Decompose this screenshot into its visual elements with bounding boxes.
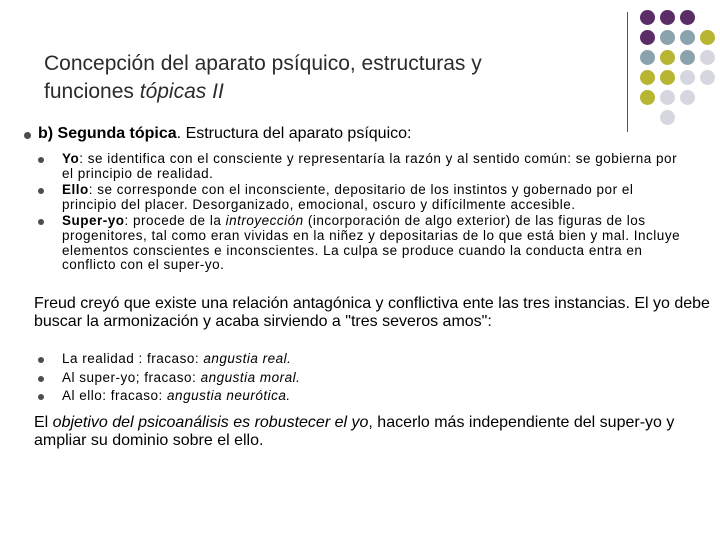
decorative-dot <box>640 70 655 85</box>
decorative-dot <box>700 30 715 45</box>
decorative-dot <box>640 90 655 105</box>
list-item-failure <box>38 352 688 367</box>
bullet-icon <box>38 188 44 194</box>
bullet-icon <box>38 376 44 382</box>
desc-ello: : se corresponde con el inconsciente, depositario de los instintos y gobernado por el principio del placer. Desorganizado, emocional, oscuro y difícilmente accesible. <box>62 182 634 212</box>
failure-prefix: Al super-yo; fracaso: <box>62 369 201 385</box>
failures-list <box>38 352 688 408</box>
failure-italic: angustia neurótica. <box>167 388 291 404</box>
title-line-2-plain: funciones <box>44 80 140 103</box>
decorative-dot <box>680 30 695 45</box>
paragraph-freud: Freud creyó que existe una relación antagónica y conflictiva ente las tres instancias. El yo debe buscar la armonización y acaba sirviendo a "tres severos amos": <box>34 295 710 330</box>
bullet-icon <box>38 357 44 363</box>
term-super-yo: Super-yo <box>62 213 125 229</box>
desc-yo: : se identifica con el consciente y representaría la razón y al sentido común: se gobierna por el principio de realidad. <box>62 151 678 181</box>
decorative-dot <box>660 50 675 65</box>
desc-super-yo-after: (incorporación de algo exterior) de las figuras de los progenitores, tal como eran vividas en la niñez y depositarias de lo que está bien y mal. Incluye elementos conscientes e inconscientes. La culpa se produce cuando la conducta entra en conflicto con el super-yo. <box>62 213 681 273</box>
decorative-dot <box>700 70 715 85</box>
list-item-failure <box>38 371 688 386</box>
objective-italic: objetivo del psicoanálisis es robustecer el yo <box>52 414 369 431</box>
decorative-dot <box>680 10 695 25</box>
paragraph-objective <box>34 414 714 450</box>
term-ello: Ello <box>62 182 89 198</box>
bullet-icon <box>38 219 44 225</box>
failure-italic: angustia real. <box>203 351 292 366</box>
term-yo: Yo <box>62 151 80 166</box>
slide-title <box>44 50 604 106</box>
list-item-failure <box>38 389 688 404</box>
decorative-dot <box>680 90 695 105</box>
list-item-super-yo <box>38 214 688 272</box>
decorative-dot <box>640 30 655 45</box>
failure-italic: angustia moral. <box>200 369 301 385</box>
decorative-dot <box>660 30 675 45</box>
failure-prefix: Al ello: fracaso: <box>62 388 168 404</box>
heading-rest: . Estructura del aparato psíquico: <box>176 125 412 142</box>
decorative-dot <box>700 50 715 65</box>
instances-list <box>38 152 688 273</box>
decorative-dot <box>660 90 675 105</box>
title-line-2 <box>44 78 604 106</box>
bullet-icon <box>38 157 44 163</box>
decorative-dot <box>640 50 655 65</box>
bullet-icon <box>24 132 31 139</box>
desc-super-yo-italic: introyección <box>225 213 304 229</box>
list-item-yo <box>38 152 688 181</box>
objective-suffix: , hacerlo más independiente del super-yo y ampliar su dominio sobre el ello. <box>34 414 675 449</box>
divider-line <box>627 12 628 132</box>
title-line-1: Concepción del aparato psíquico, estructuras y <box>44 52 482 75</box>
decorative-dot <box>660 10 675 25</box>
decorative-dot <box>640 10 655 25</box>
bullet-icon <box>38 394 44 400</box>
heading-bold: b) Segunda tópica <box>38 125 177 142</box>
objective-prefix: El <box>34 414 53 431</box>
decorative-dot <box>660 110 675 125</box>
decorative-dot <box>660 70 675 85</box>
decorative-dot <box>680 70 695 85</box>
list-item-ello <box>38 183 688 212</box>
failure-prefix: La realidad : fracaso: <box>62 351 204 366</box>
decorative-dot <box>680 50 695 65</box>
desc-super-yo-before: : procede de la <box>124 213 226 229</box>
title-line-2-italic: tópicas II <box>139 80 224 103</box>
